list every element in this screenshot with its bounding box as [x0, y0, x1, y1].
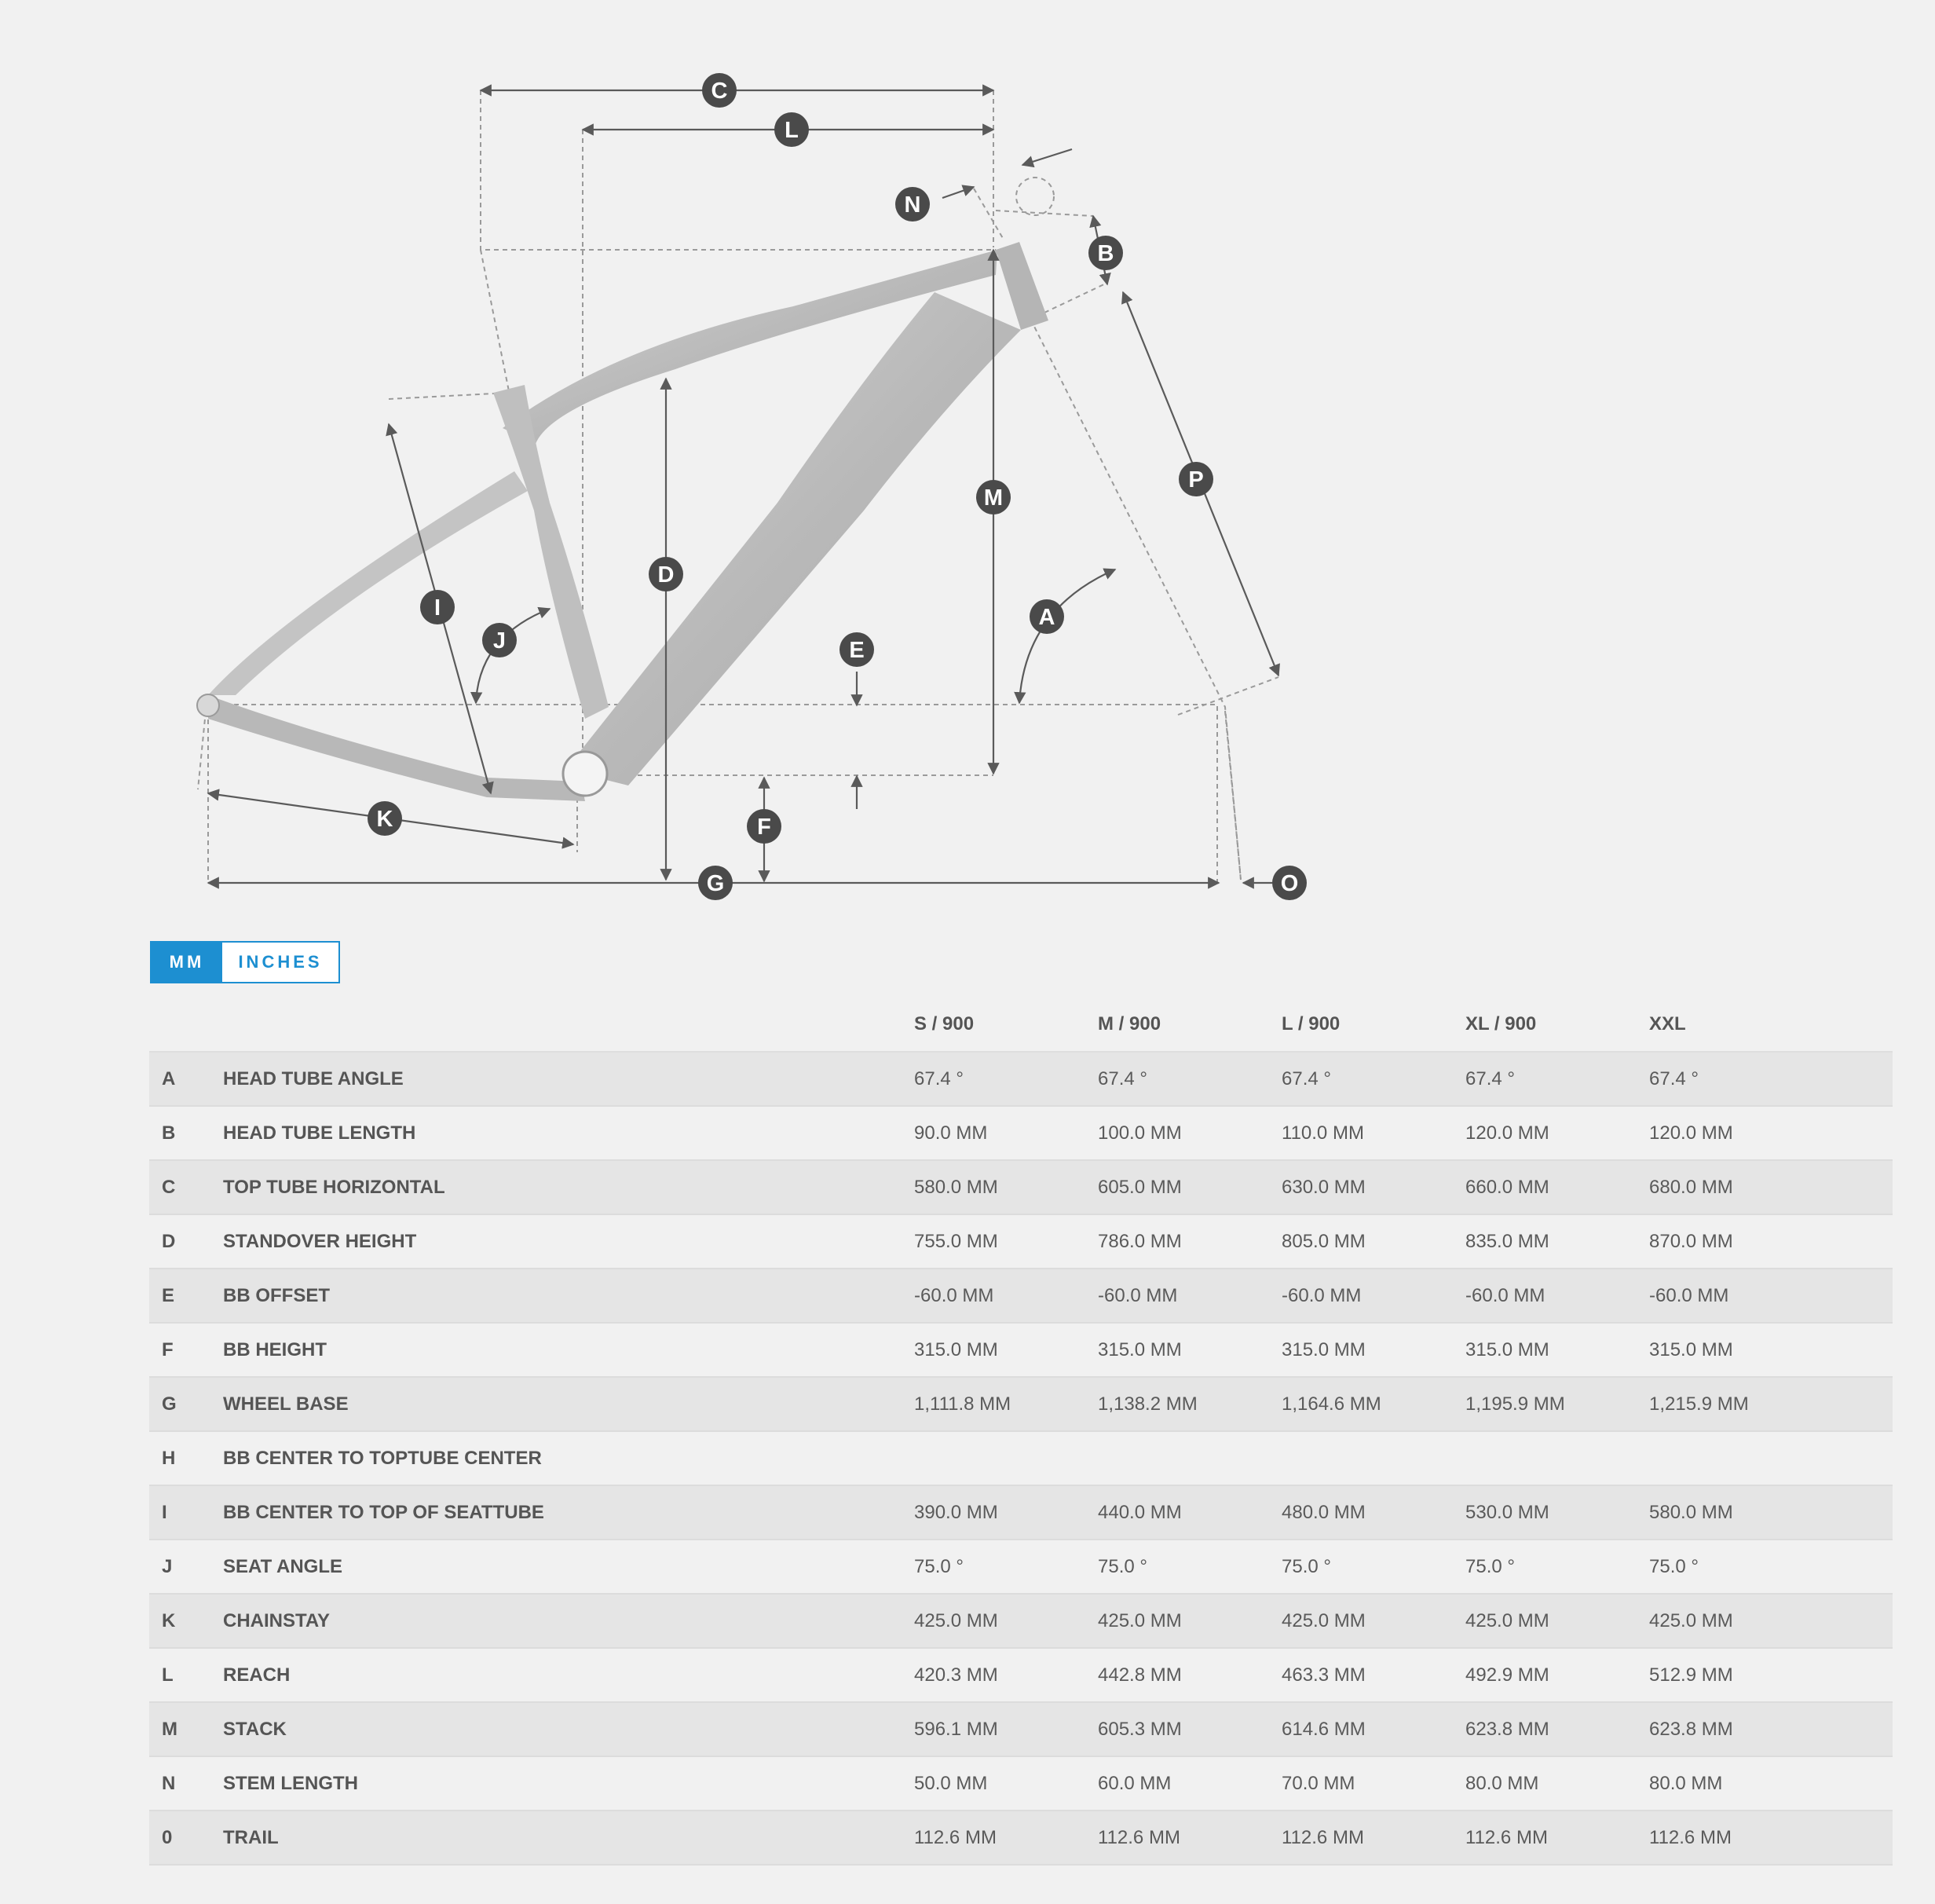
table-row	[149, 1486, 1893, 1540]
row-value: 1,164.6 MM	[1282, 1393, 1381, 1415]
row-value: 75.0 °	[1649, 1555, 1699, 1577]
row-value: -60.0 MM	[1282, 1284, 1362, 1306]
table-row	[149, 1649, 1893, 1703]
row-measurement-name: STEM LENGTH	[223, 1772, 358, 1794]
row-value: 112.6 MM	[1465, 1826, 1548, 1848]
row-value: 110.0 MM	[1282, 1122, 1364, 1144]
row-value: 623.8 MM	[1649, 1718, 1733, 1740]
svg-text:I: I	[433, 595, 441, 621]
row-value: 390.0 MM	[914, 1501, 998, 1523]
row-letter: N	[162, 1772, 176, 1794]
dimension-label-A	[1030, 599, 1064, 634]
row-value: 90.0 MM	[914, 1122, 988, 1144]
dimension-label-K	[368, 801, 402, 836]
row-value: 835.0 MM	[1465, 1230, 1549, 1252]
svg-text:D: D	[657, 562, 675, 588]
row-measurement-name: STACK	[223, 1718, 287, 1740]
table-row	[149, 1595, 1893, 1649]
size-header: XXL	[1649, 1013, 1686, 1034]
row-value: 50.0 MM	[914, 1772, 988, 1794]
unit-toggle	[150, 941, 340, 983]
row-value: 112.6 MM	[1282, 1826, 1364, 1848]
row-value: 315.0 MM	[1098, 1338, 1182, 1360]
row-value: 425.0 MM	[1649, 1609, 1733, 1631]
unit-inches-button[interactable]: INCHES	[222, 943, 338, 982]
dimension-label-E	[839, 632, 874, 667]
row-value: 120.0 MM	[1649, 1122, 1733, 1144]
table-row	[149, 1432, 1893, 1486]
row-value: -60.0 MM	[914, 1284, 994, 1306]
row-letter: D	[162, 1230, 176, 1252]
table-row	[149, 1703, 1893, 1757]
row-value: 67.4 °	[1282, 1067, 1331, 1089]
row-value: 580.0 MM	[1649, 1501, 1733, 1523]
row-measurement-name: SEAT ANGLE	[223, 1555, 343, 1577]
bike-frame	[197, 242, 1048, 801]
row-value: 100.0 MM	[1098, 1122, 1182, 1144]
row-value: 67.4 °	[1649, 1067, 1699, 1089]
svg-text:P: P	[1188, 467, 1204, 492]
row-value: 580.0 MM	[914, 1176, 998, 1198]
table-row	[149, 1053, 1893, 1107]
row-value: 112.6 MM	[914, 1826, 997, 1848]
row-value: 492.9 MM	[1465, 1664, 1549, 1686]
row-value: 60.0 MM	[1098, 1772, 1172, 1794]
row-value: 75.0 °	[1465, 1555, 1515, 1577]
row-measurement-name: STANDOVER HEIGHT	[223, 1230, 417, 1252]
row-letter: M	[162, 1718, 177, 1740]
row-value: 315.0 MM	[1649, 1338, 1733, 1360]
row-value: 530.0 MM	[1465, 1501, 1549, 1523]
size-header: S / 900	[914, 1013, 975, 1034]
row-value: 425.0 MM	[1465, 1609, 1549, 1631]
svg-text:A: A	[1038, 605, 1055, 630]
row-letter: 0	[162, 1826, 173, 1848]
table-row	[149, 1540, 1893, 1595]
row-value: 463.3 MM	[1282, 1664, 1366, 1686]
row-value: 755.0 MM	[914, 1230, 998, 1252]
dimension-label-M	[976, 480, 1011, 514]
row-value: 786.0 MM	[1098, 1230, 1182, 1252]
row-value: 425.0 MM	[1098, 1609, 1182, 1631]
row-value: 120.0 MM	[1465, 1122, 1549, 1144]
row-measurement-name: BB CENTER TO TOP OF SEATTUBE	[223, 1501, 544, 1523]
row-letter: F	[162, 1338, 174, 1360]
row-value: 614.6 MM	[1282, 1718, 1366, 1740]
svg-text:B: B	[1097, 241, 1114, 266]
row-letter: K	[162, 1609, 176, 1631]
dimension-label-B	[1088, 236, 1123, 270]
row-value: 660.0 MM	[1465, 1176, 1549, 1198]
row-value: 67.4 °	[1098, 1067, 1147, 1089]
svg-text:E: E	[849, 638, 865, 663]
row-value: 70.0 MM	[1282, 1772, 1355, 1794]
frame-geometry-diagram	[0, 0, 1935, 927]
size-header: XL / 900	[1465, 1013, 1537, 1034]
row-value: 1,138.2 MM	[1098, 1393, 1198, 1415]
table-header-row	[149, 998, 1893, 1053]
row-value: 67.4 °	[914, 1067, 964, 1089]
dimension-label-F	[747, 809, 781, 844]
table-row	[149, 1215, 1893, 1269]
table-row	[149, 1161, 1893, 1215]
row-value: 623.8 MM	[1465, 1718, 1549, 1740]
svg-text:M: M	[983, 485, 1004, 511]
row-value: 67.4 °	[1465, 1067, 1515, 1089]
row-value: -60.0 MM	[1465, 1284, 1545, 1306]
row-value: 315.0 MM	[914, 1338, 998, 1360]
dimension-label-L	[774, 112, 809, 147]
row-value: 315.0 MM	[1465, 1338, 1549, 1360]
row-measurement-name: CHAINSTAY	[223, 1609, 331, 1631]
row-letter: I	[162, 1501, 167, 1523]
row-value: 805.0 MM	[1282, 1230, 1366, 1252]
row-value: 512.9 MM	[1649, 1664, 1733, 1686]
row-value: 112.6 MM	[1649, 1826, 1732, 1848]
row-letter: J	[162, 1555, 173, 1577]
row-measurement-name: BB HEIGHT	[223, 1338, 327, 1360]
row-measurement-name: WHEEL BASE	[223, 1393, 349, 1415]
row-value: 80.0 MM	[1649, 1772, 1723, 1794]
row-value: 442.8 MM	[1098, 1664, 1182, 1686]
dimension-label-P	[1179, 462, 1213, 496]
row-measurement-name: BB CENTER TO TOPTUBE CENTER	[223, 1447, 542, 1469]
row-letter: H	[162, 1447, 176, 1469]
row-measurement-name: REACH	[223, 1664, 291, 1686]
dimension-label-J	[482, 623, 517, 657]
svg-text:K: K	[376, 807, 393, 832]
svg-text:L: L	[785, 118, 799, 143]
table-row	[149, 1757, 1893, 1811]
dimension-label-O	[1272, 866, 1307, 900]
size-header: M / 900	[1098, 1013, 1161, 1034]
construction-lines	[198, 90, 1278, 884]
row-value: 75.0 °	[914, 1555, 964, 1577]
row-value: 630.0 MM	[1282, 1176, 1366, 1198]
unit-mm-button[interactable]: MM	[152, 943, 222, 982]
row-value: 605.0 MM	[1098, 1176, 1182, 1198]
row-value: -60.0 MM	[1098, 1284, 1178, 1306]
row-value: 605.3 MM	[1098, 1718, 1182, 1740]
row-value: 680.0 MM	[1649, 1176, 1733, 1198]
row-value: 80.0 MM	[1465, 1772, 1539, 1794]
row-value: 596.1 MM	[914, 1718, 998, 1740]
row-value: -60.0 MM	[1649, 1284, 1729, 1306]
row-value: 425.0 MM	[914, 1609, 998, 1631]
row-value: 1,215.9 MM	[1649, 1393, 1749, 1415]
table-row	[149, 1269, 1893, 1324]
table-row	[149, 1107, 1893, 1161]
table-row	[149, 1324, 1893, 1378]
row-letter: B	[162, 1122, 176, 1144]
geometry-table	[149, 998, 1893, 1866]
row-letter: A	[162, 1067, 176, 1089]
row-value: 440.0 MM	[1098, 1501, 1182, 1523]
size-header: L / 900	[1282, 1013, 1341, 1034]
row-value: 425.0 MM	[1282, 1609, 1366, 1631]
dimension-label-D	[649, 557, 683, 591]
row-value: 75.0 °	[1282, 1555, 1331, 1577]
svg-text:F: F	[757, 815, 771, 840]
row-value: 1,195.9 MM	[1465, 1393, 1565, 1415]
row-value: 480.0 MM	[1282, 1501, 1366, 1523]
row-value: 1,111.8 MM	[914, 1393, 1011, 1415]
row-measurement-name: TRAIL	[223, 1826, 279, 1848]
table-row	[149, 1811, 1893, 1866]
row-measurement-name: HEAD TUBE ANGLE	[223, 1067, 404, 1089]
dimension-label-C	[702, 73, 737, 108]
row-value: 112.6 MM	[1098, 1826, 1180, 1848]
dimension-label-G	[698, 866, 733, 900]
row-value: 870.0 MM	[1649, 1230, 1733, 1252]
svg-text:J: J	[492, 628, 507, 654]
dimension-label-I	[420, 590, 455, 624]
row-letter: E	[162, 1284, 175, 1306]
row-letter: L	[162, 1664, 174, 1686]
row-measurement-name: BB OFFSET	[223, 1284, 330, 1306]
table-row	[149, 1378, 1893, 1432]
svg-text:O: O	[1280, 871, 1299, 896]
svg-text:G: G	[706, 871, 725, 896]
svg-text:C: C	[711, 79, 728, 104]
row-value: 75.0 °	[1098, 1555, 1147, 1577]
row-value: 315.0 MM	[1282, 1338, 1366, 1360]
svg-text:N: N	[904, 192, 921, 218]
row-measurement-name: HEAD TUBE LENGTH	[223, 1122, 416, 1144]
row-letter: C	[162, 1176, 176, 1198]
row-letter: G	[162, 1393, 177, 1415]
row-measurement-name: TOP TUBE HORIZONTAL	[223, 1176, 445, 1198]
dimension-label-N	[895, 187, 930, 222]
row-value: 420.3 MM	[914, 1664, 998, 1686]
